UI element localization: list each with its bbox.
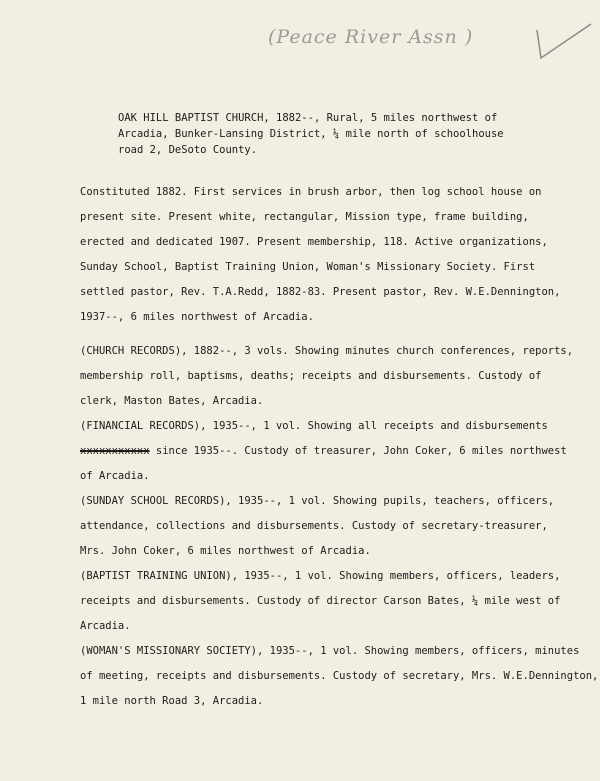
record-line: Arcadia. bbox=[80, 620, 131, 632]
record-line: (FINANCIAL RECORDS), 1935--, 1 vol. Showing all receipts and disbursements bbox=[80, 420, 548, 432]
paragraph-line: Constituted 1882. First services in brush arbor, then log school house on bbox=[80, 186, 542, 198]
header-line-3: road 2, DeSoto County. bbox=[118, 144, 258, 156]
record-line: clerk, Maston Bates, Arcadia. bbox=[80, 395, 264, 407]
document-body bbox=[80, 180, 599, 714]
record-line: 1 mile north Road 3, Arcadia. bbox=[80, 695, 264, 707]
record-line: (WOMAN'S MISSIONARY SOCIETY), 1935--, 1 vol. Showing members, officers, minutes bbox=[80, 645, 580, 657]
record-line: of meeting, receipts and disbursements. Custody of secretary, Mrs. W.E.Dennington, bbox=[80, 670, 599, 682]
record-line: (BAPTIST TRAINING UNION), 1935--, 1 vol. Showing members, officers, leaders, bbox=[80, 570, 561, 582]
record-line: (SUNDAY SCHOOL RECORDS), 1935--, 1 vol. Showing pupils, teachers, officers, bbox=[80, 495, 555, 507]
paragraph-line: 1937--, 6 miles northwest of Arcadia. bbox=[80, 311, 314, 323]
record-line: receipts and disbursements. Custody of director Carson Bates, ¼ mile west of bbox=[80, 595, 561, 607]
handwritten-note: (Peace River Assn ) bbox=[268, 26, 474, 48]
struck-text: xxxxxxxxxxx bbox=[80, 445, 150, 457]
header-line-2: Arcadia, Bunker-Lansing District, ¼ mile north of schoolhouse bbox=[118, 128, 504, 140]
church-header bbox=[118, 110, 578, 158]
header-line-1: OAK HILL BAPTIST CHURCH, 1882--, Rural, 5 miles northwest of bbox=[118, 112, 498, 124]
record-line: membership roll, baptisms, deaths; receipts and disbursements. Custody of bbox=[80, 370, 542, 382]
record-line: of Arcadia. bbox=[80, 470, 150, 482]
check-mark-icon bbox=[533, 20, 595, 64]
record-line: Mrs. John Coker, 6 miles northwest of Arcadia. bbox=[80, 545, 371, 557]
record-line: (CHURCH RECORDS), 1882--, 3 vols. Showing minutes church conferences, reports, bbox=[80, 345, 574, 357]
record-line: attendance, collections and disbursements. Custody of secretary-treasurer, bbox=[80, 520, 548, 532]
record-line-rest: since 1935--. Custody of treasurer, John Coker, 6 miles northwest bbox=[149, 445, 567, 457]
paragraph-line: Sunday School, Baptist Training Union, Woman's Missionary Society. First bbox=[80, 261, 536, 273]
paragraph-line: erected and dedicated 1907. Present membership, 118. Active organizations, bbox=[80, 236, 548, 248]
paragraph-line: settled pastor, Rev. T.A.Redd, 1882-83. Present pastor, Rev. W.E.Dennington, bbox=[80, 286, 561, 298]
paragraph-line: present site. Present white, rectangular, Mission type, frame building, bbox=[80, 211, 529, 223]
record-line-with-strike bbox=[80, 439, 585, 464]
